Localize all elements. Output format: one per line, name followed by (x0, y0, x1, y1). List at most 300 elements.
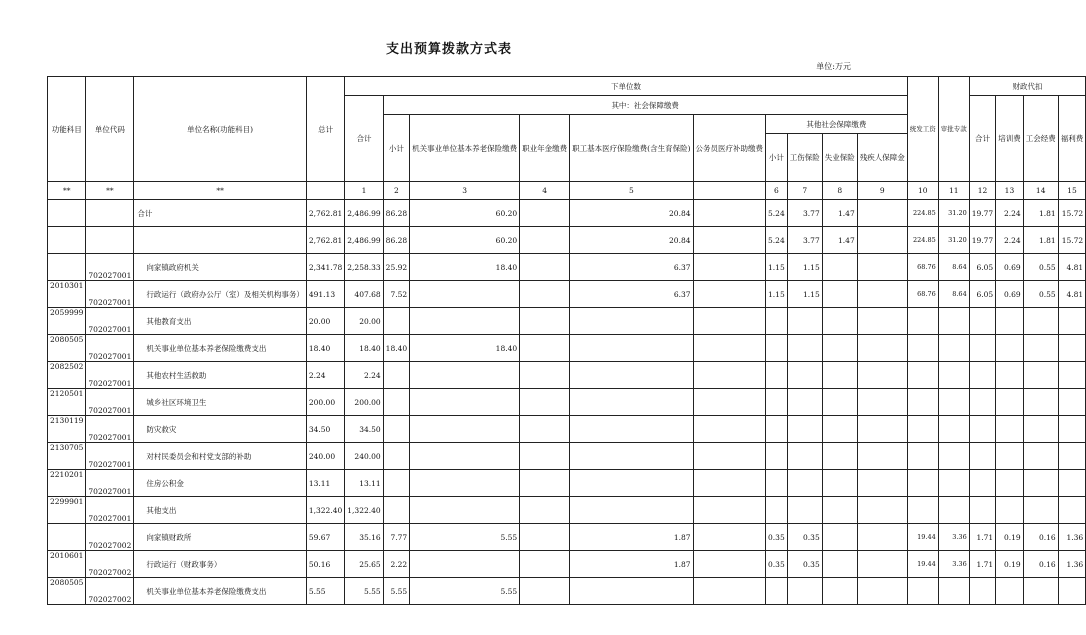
index-cell: 9 (857, 182, 907, 200)
ss-small-total-cell: 7.77 (383, 524, 409, 551)
civil-medical-cell (693, 281, 766, 308)
disabled-cell (857, 254, 907, 281)
union-cell (1023, 443, 1058, 470)
medical-cell: 20.84 (570, 227, 693, 254)
unit-name-cell: 其他教育支出 (134, 308, 307, 335)
other-small-cell (766, 335, 788, 362)
unified-salary-cell: 19.44 (907, 551, 938, 578)
training-cell (996, 389, 1024, 416)
disabled-cell (857, 362, 907, 389)
training-cell: 0.69 (996, 281, 1024, 308)
unit-code-cell: 702027001 (86, 497, 134, 524)
table-row (48, 470, 1086, 497)
disabled-cell (857, 389, 907, 416)
table-row (48, 416, 1086, 443)
pension-cell (410, 470, 520, 497)
func-subject-cell: 2080505 (48, 578, 86, 605)
civil-medical-cell (693, 389, 766, 416)
medical-cell (570, 443, 693, 470)
approved-special-cell: 8.64 (938, 281, 969, 308)
header-occupational: 职业年金缴费 (520, 115, 570, 182)
welfare-cell: 15.72 (1058, 227, 1086, 254)
header-civil-medical: 公务员医疗补助缴费 (693, 115, 766, 182)
total-cell: 200.00 (306, 389, 344, 416)
func-subject-cell (48, 227, 86, 254)
medical-cell: 1.87 (570, 551, 693, 578)
unified-salary-cell (907, 470, 938, 497)
other-small-cell: 1.15 (766, 281, 788, 308)
unemployment-cell (822, 335, 857, 362)
civil-medical-cell (693, 470, 766, 497)
fw-total-cell: 1.71 (969, 551, 995, 578)
header-other-small: 小计 (766, 134, 788, 182)
total-cell: 2,762.81 (306, 200, 344, 227)
index-cell (306, 182, 344, 200)
table-row (48, 497, 1086, 524)
fw-total-cell (969, 470, 995, 497)
medical-cell (570, 389, 693, 416)
unit-name-cell: 防灾救灾 (134, 416, 307, 443)
header-finance-withhold: 财政代扣 (969, 77, 1085, 96)
welfare-cell: 1.36 (1058, 524, 1086, 551)
civil-medical-cell (693, 443, 766, 470)
union-cell: 0.16 (1023, 551, 1058, 578)
disabled-cell (857, 578, 907, 605)
index-cell: 13 (996, 182, 1024, 200)
unit-name-cell: 城乡社区环境卫生 (134, 389, 307, 416)
table-row (48, 551, 1086, 578)
fw-total-cell: 19.77 (969, 200, 995, 227)
training-cell: 2.24 (996, 227, 1024, 254)
fw-total-cell (969, 497, 995, 524)
training-cell (996, 308, 1024, 335)
unit-code-cell: 702027001 (86, 254, 134, 281)
index-cell: 12 (969, 182, 995, 200)
training-cell (996, 578, 1024, 605)
union-cell (1023, 389, 1058, 416)
budget-table (47, 76, 1086, 605)
index-cell: ** (48, 182, 86, 200)
injury-cell: 3.77 (787, 200, 822, 227)
unit-label: 单位:万元 (816, 62, 851, 71)
subtotal-cell: 18.40 (345, 335, 383, 362)
pension-cell (410, 362, 520, 389)
table-row (48, 524, 1086, 551)
approved-special-cell (938, 443, 969, 470)
ss-small-total-cell (383, 470, 409, 497)
unemployment-cell (822, 362, 857, 389)
index-cell: 2 (383, 182, 409, 200)
subtotal-cell: 13.11 (345, 470, 383, 497)
unit-code-cell: 702027001 (86, 335, 134, 362)
fw-total-cell (969, 308, 995, 335)
medical-cell: 1.87 (570, 524, 693, 551)
civil-medical-cell (693, 524, 766, 551)
unit-code-cell: 702027001 (86, 281, 134, 308)
index-row (48, 182, 1086, 200)
pension-cell: 60.20 (410, 227, 520, 254)
subtotal-cell: 25.65 (345, 551, 383, 578)
unit-code-cell (86, 200, 134, 227)
occupational-cell (520, 578, 570, 605)
total-cell: 491.13 (306, 281, 344, 308)
occupational-cell (520, 443, 570, 470)
unified-salary-cell (907, 443, 938, 470)
unit-code-cell: 702027002 (86, 551, 134, 578)
fw-total-cell: 6.05 (969, 281, 995, 308)
disabled-cell (857, 416, 907, 443)
medical-cell (570, 497, 693, 524)
table-row (48, 335, 1086, 362)
pension-cell: 18.40 (410, 254, 520, 281)
other-small-cell: 0.35 (766, 524, 788, 551)
occupational-cell (520, 470, 570, 497)
injury-cell (787, 389, 822, 416)
other-small-cell: 0.35 (766, 551, 788, 578)
header-small-total: 小计 (383, 115, 409, 182)
header-unit-code: 单位代码 (86, 77, 134, 182)
subtotal-cell: 5.55 (345, 578, 383, 605)
approved-special-cell: 8.64 (938, 254, 969, 281)
training-cell: 2.24 (996, 200, 1024, 227)
unified-salary-cell (907, 578, 938, 605)
index-cell: 1 (345, 182, 383, 200)
occupational-cell (520, 497, 570, 524)
civil-medical-cell (693, 308, 766, 335)
injury-cell (787, 416, 822, 443)
approved-special-cell: 31.20 (938, 200, 969, 227)
welfare-cell (1058, 308, 1086, 335)
index-cell: 3 (410, 182, 520, 200)
occupational-cell (520, 389, 570, 416)
ss-small-total-cell: 18.40 (383, 335, 409, 362)
total-cell: 2,341.78 (306, 254, 344, 281)
disabled-cell (857, 497, 907, 524)
unemployment-cell (822, 497, 857, 524)
func-subject-cell: 2210201 (48, 470, 86, 497)
total-cell: 1,322.40 (306, 497, 344, 524)
header-social-security: 其中：社会保障缴费 (383, 96, 907, 115)
training-cell: 0.69 (996, 254, 1024, 281)
approved-special-cell (938, 470, 969, 497)
approved-special-cell (938, 308, 969, 335)
union-cell (1023, 308, 1058, 335)
table-row (48, 200, 1086, 227)
disabled-cell (857, 200, 907, 227)
subtotal-cell: 240.00 (345, 443, 383, 470)
unified-salary-cell (907, 335, 938, 362)
disabled-cell (857, 281, 907, 308)
header-unemployment: 失业保险 (822, 134, 857, 182)
header-approved-special: 审批专款 (938, 77, 969, 182)
ss-small-total-cell: 2.22 (383, 551, 409, 578)
subtotal-cell: 2,258.33 (345, 254, 383, 281)
subtotal-cell: 2,486.99 (345, 227, 383, 254)
table-row (48, 443, 1086, 470)
unified-salary-cell (907, 497, 938, 524)
func-subject-cell: 2082502 (48, 362, 86, 389)
unit-code-cell: 702027001 (86, 470, 134, 497)
subtotal-cell: 2,486.99 (345, 200, 383, 227)
welfare-cell: 4.81 (1058, 281, 1086, 308)
union-cell (1023, 497, 1058, 524)
welfare-cell (1058, 578, 1086, 605)
header-func-subject: 功能科目 (48, 77, 86, 182)
training-cell (996, 416, 1024, 443)
index-cell: 7 (787, 182, 822, 200)
header-unified-salary: 统发工资 (907, 77, 938, 182)
training-cell (996, 335, 1024, 362)
total-cell: 50.16 (306, 551, 344, 578)
ss-small-total-cell (383, 308, 409, 335)
approved-special-cell (938, 497, 969, 524)
fw-total-cell (969, 416, 995, 443)
index-cell: ** (134, 182, 307, 200)
unified-salary-cell: 224.85 (907, 200, 938, 227)
medical-cell: 6.37 (570, 254, 693, 281)
ss-small-total-cell: 86.28 (383, 227, 409, 254)
ss-small-total-cell (383, 416, 409, 443)
civil-medical-cell (693, 254, 766, 281)
header-medical: 职工基本医疗保险缴费(含生育保险) (570, 115, 693, 182)
civil-medical-cell (693, 578, 766, 605)
unit-name-cell: 向家镇财政所 (134, 524, 307, 551)
header-unit-name: 单位名称(功能科目) (134, 77, 307, 182)
injury-cell (787, 443, 822, 470)
fw-total-cell: 19.77 (969, 227, 995, 254)
unified-salary-cell: 68.76 (907, 254, 938, 281)
total-cell: 18.40 (306, 335, 344, 362)
table-row (48, 227, 1086, 254)
welfare-cell: 1.36 (1058, 551, 1086, 578)
welfare-cell (1058, 470, 1086, 497)
unit-name-cell: 行政运行（财政事务） (134, 551, 307, 578)
unemployment-cell (822, 443, 857, 470)
pension-cell (410, 308, 520, 335)
unit-name-cell: 向家镇政府机关 (134, 254, 307, 281)
header-training: 培训费 (996, 96, 1024, 182)
unemployment-cell: 1.47 (822, 227, 857, 254)
unit-code-cell: 702027001 (86, 362, 134, 389)
fw-total-cell (969, 443, 995, 470)
medical-cell (570, 578, 693, 605)
header-lower-unit: 下单位数 (345, 77, 907, 96)
header-fw-total: 合计 (969, 96, 995, 182)
approved-special-cell (938, 389, 969, 416)
occupational-cell (520, 416, 570, 443)
civil-medical-cell (693, 362, 766, 389)
training-cell (996, 497, 1024, 524)
unit-code-cell: 702027001 (86, 389, 134, 416)
func-subject-cell: 2059999 (48, 308, 86, 335)
header-welfare: 福利费 (1058, 96, 1086, 182)
occupational-cell (520, 524, 570, 551)
fw-total-cell (969, 335, 995, 362)
ss-small-total-cell: 5.55 (383, 578, 409, 605)
func-subject-cell: 2120501 (48, 389, 86, 416)
subtotal-cell: 200.00 (345, 389, 383, 416)
unit-name-cell: 对村民委员会和村党支部的补助 (134, 443, 307, 470)
unit-code-cell: 702027002 (86, 524, 134, 551)
fw-total-cell: 1.71 (969, 524, 995, 551)
ss-small-total-cell (383, 362, 409, 389)
occupational-cell (520, 227, 570, 254)
header-union: 工会经费 (1023, 96, 1058, 182)
approved-special-cell (938, 335, 969, 362)
pension-cell: 60.20 (410, 200, 520, 227)
total-cell: 59.67 (306, 524, 344, 551)
welfare-cell: 15.72 (1058, 200, 1086, 227)
unemployment-cell (822, 281, 857, 308)
welfare-cell (1058, 416, 1086, 443)
unemployment-cell (822, 254, 857, 281)
union-cell: 1.81 (1023, 200, 1058, 227)
welfare-cell (1058, 362, 1086, 389)
subtotal-cell: 407.68 (345, 281, 383, 308)
pension-cell: 5.55 (410, 524, 520, 551)
civil-medical-cell (693, 497, 766, 524)
table-row (48, 389, 1086, 416)
medical-cell (570, 362, 693, 389)
disabled-cell (857, 335, 907, 362)
other-small-cell (766, 389, 788, 416)
civil-medical-cell (693, 227, 766, 254)
total-cell: 2,762.81 (306, 227, 344, 254)
injury-cell (787, 362, 822, 389)
unemployment-cell (822, 470, 857, 497)
pension-cell (410, 551, 520, 578)
disabled-cell (857, 551, 907, 578)
other-small-cell (766, 578, 788, 605)
index-cell: ** (86, 182, 134, 200)
pension-cell: 5.55 (410, 578, 520, 605)
index-cell: 8 (822, 182, 857, 200)
func-subject-cell: 2130705 (48, 443, 86, 470)
total-cell: 20.00 (306, 308, 344, 335)
unemployment-cell: 1.47 (822, 200, 857, 227)
approved-special-cell: 3.36 (938, 524, 969, 551)
unit-name-cell: 合计 (134, 200, 307, 227)
unit-name-cell: 其他支出 (134, 497, 307, 524)
unified-salary-cell: 68.76 (907, 281, 938, 308)
unit-name-cell: 行政运行（政府办公厅（室）及相关机构事务） (134, 281, 307, 308)
injury-cell: 0.35 (787, 551, 822, 578)
func-subject-cell: 2080505 (48, 335, 86, 362)
subtotal-cell: 34.50 (345, 416, 383, 443)
unit-code-cell: 702027001 (86, 443, 134, 470)
header-injury: 工伤保险 (787, 134, 822, 182)
medical-cell: 20.84 (570, 200, 693, 227)
func-subject-cell: 2010601 (48, 551, 86, 578)
subtotal-cell: 1,322.40 (345, 497, 383, 524)
func-subject-cell: 2299901 (48, 497, 86, 524)
func-subject-cell (48, 200, 86, 227)
unit-name-cell (134, 227, 307, 254)
occupational-cell (520, 281, 570, 308)
fw-total-cell (969, 389, 995, 416)
total-cell: 240.00 (306, 443, 344, 470)
medical-cell (570, 416, 693, 443)
total-cell: 5.55 (306, 578, 344, 605)
pension-cell (410, 389, 520, 416)
welfare-cell (1058, 443, 1086, 470)
unit-code-cell: 702027001 (86, 416, 134, 443)
pension-cell: 18.40 (410, 335, 520, 362)
civil-medical-cell (693, 335, 766, 362)
other-small-cell: 5.24 (766, 227, 788, 254)
disabled-cell (857, 308, 907, 335)
occupational-cell (520, 254, 570, 281)
training-cell (996, 470, 1024, 497)
union-cell (1023, 416, 1058, 443)
header-subtotal: 合计 (345, 96, 383, 182)
index-cell: 10 (907, 182, 938, 200)
other-small-cell (766, 497, 788, 524)
index-cell (693, 182, 766, 200)
unit-code-cell: 702027001 (86, 308, 134, 335)
union-cell (1023, 335, 1058, 362)
func-subject-cell: 2130119 (48, 416, 86, 443)
unemployment-cell (822, 416, 857, 443)
other-small-cell (766, 470, 788, 497)
unit-code-cell (86, 227, 134, 254)
unified-salary-cell (907, 389, 938, 416)
union-cell (1023, 362, 1058, 389)
occupational-cell (520, 200, 570, 227)
table-row (48, 254, 1086, 281)
ss-small-total-cell: 7.52 (383, 281, 409, 308)
disabled-cell (857, 470, 907, 497)
occupational-cell (520, 551, 570, 578)
union-cell: 0.55 (1023, 281, 1058, 308)
index-cell: 5 (570, 182, 693, 200)
subtotal-cell: 20.00 (345, 308, 383, 335)
welfare-cell (1058, 497, 1086, 524)
total-cell: 34.50 (306, 416, 344, 443)
page-title: 支出预算拨款方式表 (385, 42, 512, 57)
unemployment-cell (822, 551, 857, 578)
total-cell: 13.11 (306, 470, 344, 497)
unit-name-cell: 其他农村生活救助 (134, 362, 307, 389)
union-cell: 0.16 (1023, 524, 1058, 551)
union-cell (1023, 470, 1058, 497)
union-cell: 0.55 (1023, 254, 1058, 281)
header-total: 总计 (306, 77, 344, 182)
ss-small-total-cell (383, 443, 409, 470)
fw-total-cell: 6.05 (969, 254, 995, 281)
occupational-cell (520, 335, 570, 362)
civil-medical-cell (693, 200, 766, 227)
other-small-cell (766, 443, 788, 470)
unified-salary-cell: 224.85 (907, 227, 938, 254)
unified-salary-cell (907, 362, 938, 389)
index-cell: 15 (1058, 182, 1086, 200)
fw-total-cell (969, 362, 995, 389)
approved-special-cell (938, 416, 969, 443)
subtotal-cell: 2.24 (345, 362, 383, 389)
other-small-cell (766, 362, 788, 389)
ss-small-total-cell: 86.28 (383, 200, 409, 227)
unified-salary-cell (907, 416, 938, 443)
table-row (48, 362, 1086, 389)
approved-special-cell (938, 362, 969, 389)
injury-cell (787, 497, 822, 524)
disabled-cell (857, 227, 907, 254)
index-cell: 14 (1023, 182, 1058, 200)
training-cell: 0.19 (996, 524, 1024, 551)
unified-salary-cell (907, 308, 938, 335)
unemployment-cell (822, 308, 857, 335)
